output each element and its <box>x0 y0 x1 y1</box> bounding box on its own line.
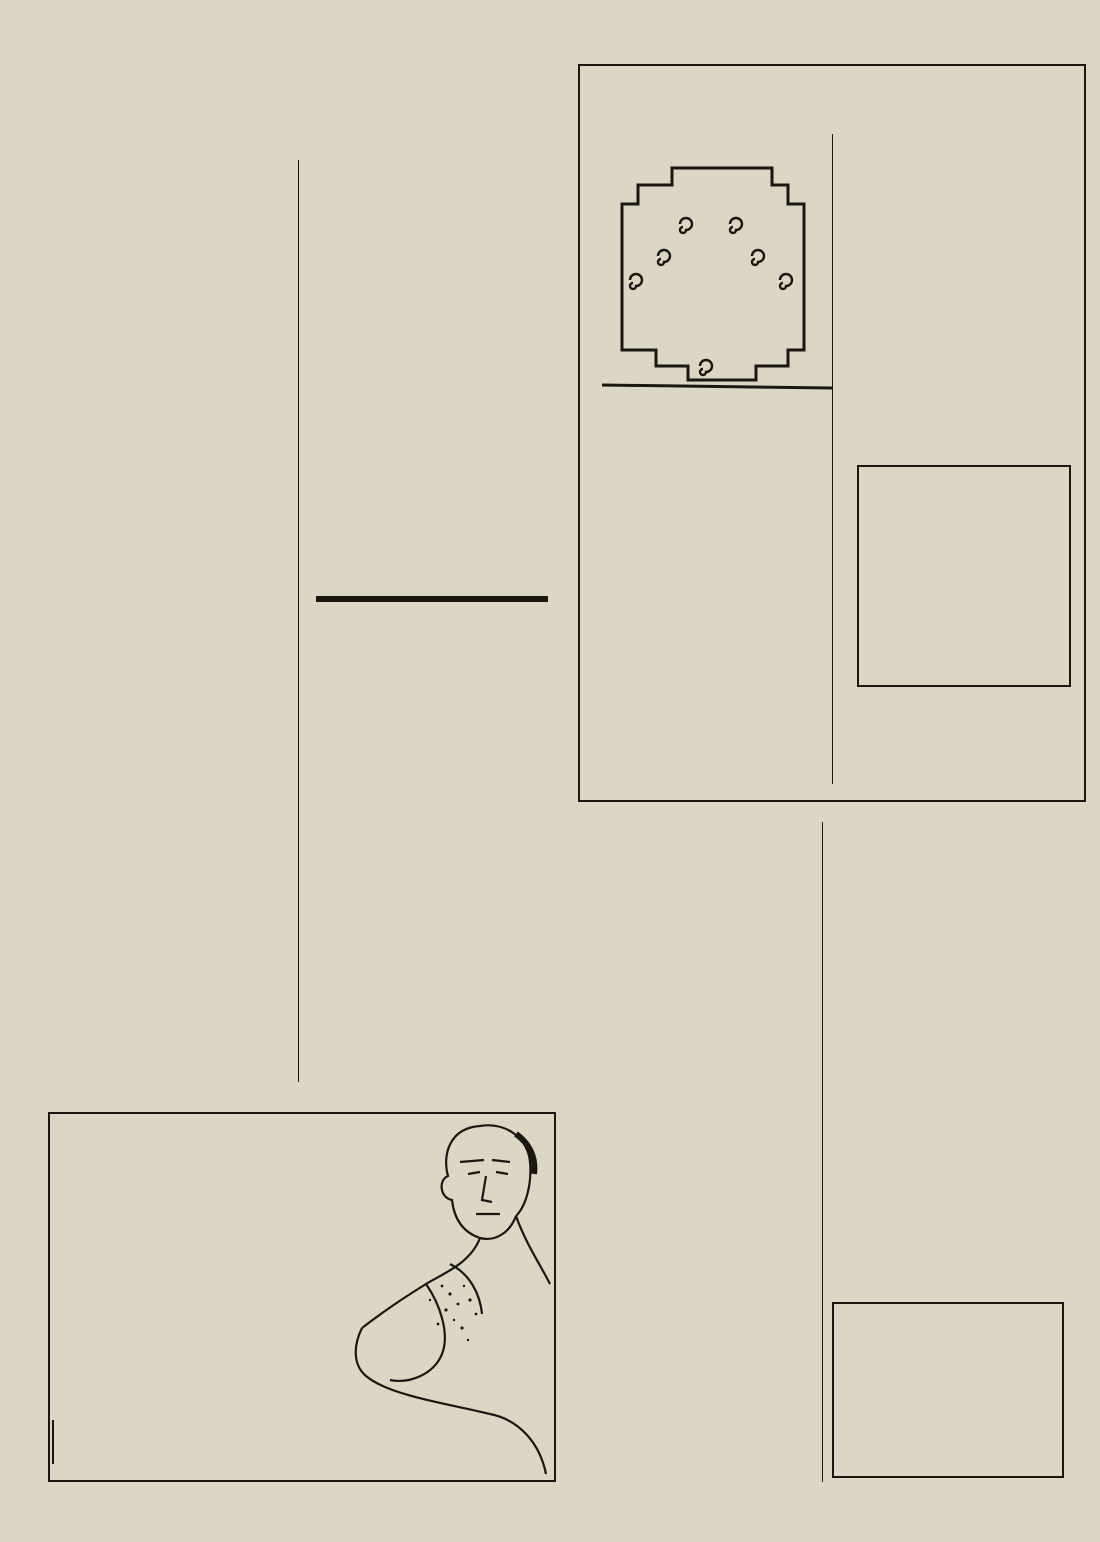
crossword-puzzle-grid <box>602 160 832 395</box>
crossword-divider <box>832 134 833 784</box>
cp-ad <box>832 1302 1064 1478</box>
man-illustration <box>330 1114 556 1480</box>
section-divider <box>316 596 548 602</box>
article-title <box>52 60 517 152</box>
column-divider <box>822 822 823 1482</box>
column-divider <box>298 160 299 1082</box>
solution-grid <box>857 465 1071 687</box>
address-bar <box>52 1420 54 1464</box>
horizontal-clues <box>586 414 826 420</box>
